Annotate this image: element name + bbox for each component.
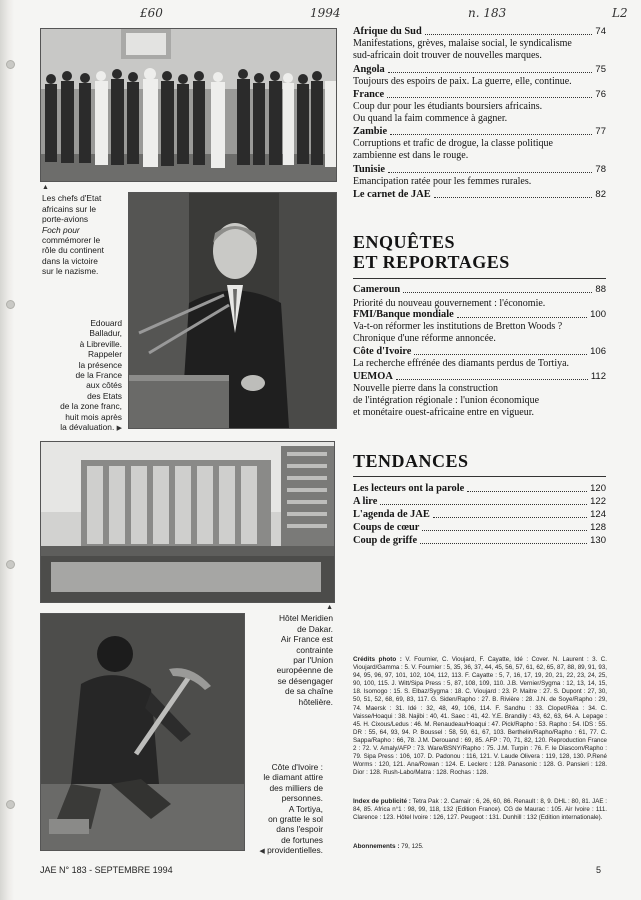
toc-page: 76 [595, 89, 606, 100]
caption-line: providentielles. [267, 845, 323, 856]
section-rule [353, 476, 606, 477]
caption-line: la présence [78, 359, 122, 370]
caption-line: de la zone franc, [60, 401, 122, 412]
caption-line: rôle du continent [42, 245, 104, 256]
caption-line: africains sur le [42, 203, 96, 214]
binding-ring [6, 60, 15, 69]
toc-desc: Toujours des espoirs de paix. La guerre, elle, continue. [353, 76, 572, 87]
toc-entry-carnet [353, 189, 606, 201]
toc-page: 82 [595, 189, 606, 200]
toc-title: Angola [353, 64, 385, 75]
caption-line: des Etats [87, 390, 122, 401]
caption-line: européenne de [276, 665, 333, 676]
toc-entry-lecteurs [353, 483, 606, 495]
caption-line: à Libreville. [79, 338, 122, 349]
toc-title: Coups de cœur [353, 522, 420, 533]
photo-credits [353, 656, 607, 777]
binding-ring [6, 560, 15, 569]
toc-title: Tunisie [353, 164, 385, 175]
toc-title: A lire [353, 496, 378, 507]
caption-line: contrainte [296, 644, 333, 655]
section-title-enquetes [353, 232, 510, 272]
caption-line: porte-avions [42, 214, 89, 225]
photo-balladur [128, 192, 337, 429]
toc-title: Côte d'Ivoire [353, 346, 412, 357]
toc-page: 122 [590, 496, 606, 507]
caption-pointer-icon: ▶ [116, 425, 122, 433]
caption-line: Air France est [280, 634, 333, 645]
section-title-tendances: TENDANCES [353, 451, 469, 471]
toc-entry-uemoa [353, 371, 606, 419]
binding-edge [0, 0, 14, 900]
caption-line: A Tortiya, [288, 803, 323, 814]
caption-line: personnes. [281, 793, 323, 804]
caption-balladur [40, 318, 122, 434]
caption-line: hôtelière. [298, 696, 333, 707]
toc-title: Cameroun [353, 284, 401, 295]
caption-line: Les chefs d'Etat [42, 193, 102, 204]
caption-line: Rappeler [88, 349, 122, 360]
toc-title: Le carnet de JAE [353, 189, 431, 200]
toc-entry-a-lire [353, 496, 606, 508]
caption-line: dans la victoire [42, 255, 98, 266]
toc-entry-cote-divoire [353, 346, 606, 370]
toc-page: 124 [590, 509, 606, 520]
page-number: 5 [596, 865, 602, 875]
toc-page: 75 [595, 64, 606, 75]
credits-label: Abonnements : [353, 843, 400, 850]
caption-pointer-icon: ▲ [42, 184, 49, 191]
caption-line: par l'Union [293, 655, 333, 666]
caption-line: des milliers de [269, 782, 323, 793]
toc-title: France [353, 89, 385, 100]
credits-label: Crédits photo : [353, 656, 402, 663]
caption-line: la dévaluation. [60, 422, 115, 433]
toc-entry-coups-de-coeur [353, 522, 606, 534]
toc-entry-agenda [353, 509, 606, 521]
caption-line: aux côtés [86, 380, 122, 391]
caption-heads-of-state [42, 183, 128, 277]
toc-title: L'agenda de JAE [353, 509, 430, 520]
caption-line: on gratte le sol [268, 814, 323, 825]
caption-line: Hôtel Meridien [279, 613, 333, 624]
section-title-line: ENQUÊTES [353, 232, 456, 252]
toc-desc: et monétaire ouest-africaine entre en vigueur. [353, 407, 535, 418]
toc-entry-zambie [353, 126, 606, 162]
toc-entry-angola [353, 64, 606, 88]
section-title-line: ET REPORTAGES [353, 252, 510, 272]
toc-entry-tunisie [353, 164, 606, 188]
credits-text: V. Fournier, C. Vioujard, F. Cayatte, Idé : Cover. N. Laurent : 3. C. Vioujard/Gamma : 5. V. Fournier : 5, 35, 36, 37, 44, 45, 56, 57, 61, 62, 65, 87, 88, 89, 91, 93, 94, 95, 96, 97, 101, 102, 104, 112, 113. F. Cayatte : 5, 7, 16, 17, 19, 20, 21, 22, 23, 24, 25, 90, 100, 115. J. Witt/Sipa Press : 5, 87, 108, 109, 110. J.B. Vernier/Sygma : 12, 13, 14, 15, 18. Isomogo : 15. S. Elbaz/Sygma : 18. C. Vioujard : 23. P. Maitre : 27. S. Dupont : 27, 30, 50, 51, 52, 68, 69, 83, 117. G. Siden/Rapho : 27. B. Rivière : 28. J.N. de Soye/Rapho : 29, 74. Maersk : 31. Idé : 32, 48, 49, 106, 114. F. Sandhu : 33. Clopet/Réa : 34. C. Vaisse/Hoaqui : 38. Najibi : 40, 41. Saec : 41, 42. Y.E. Brandily : 43, 62, 63, 64. A. Lepage : 45. H. Cixous/Ledus : 46. M. Renaudeau/Hoaqui : 47. Pick/Rapho : 53. Rapho : 54. IDS : 55. DR : 55, 64, 93, 94. P. Boussel : 58, 59, 61, 67, 103. Berthelin/Rapho/Rapho : 61, 77. C. Sappa/Rapho : 66, 78. J.M. Derouand : 69, 85. AFP : 70, 71, 82, 120. Reproduction France 2 : 72. V. Amaly/AFP : 73. Ware/BSNY/Rapho : 75. J.M. Turpin : 76. F. le Diascorn/Rapho : 79. Sipa Press : 106, 107. D. Padonou : 116, 121. V. Laude Olivera : 119, 128, 130. P.René Worms : 120, 121. Ana/Rowan : 124. E. Leclerc : 128. Panasonic : 128. G. Pansieri : 128. Dior : 128. Rush-Labo/Matra : 128. Rochas : 128. [353, 656, 607, 777]
toc-desc: zambienne est dans le rouge. [353, 150, 469, 161]
handwritten-mark: L2 [612, 6, 628, 20]
credits-text: 79, 125. [401, 843, 424, 850]
toc-page: 120 [590, 483, 606, 494]
caption-hotel-meridien [240, 603, 333, 707]
toc-title: UEMOA [353, 371, 393, 382]
toc-desc: Manifestations, grèves, malaise social, le syndicalisme [353, 38, 572, 49]
credits-label: Index de publicité : [353, 798, 411, 805]
toc-desc: Emancipation ratée pour les femmes rurales. [353, 176, 532, 187]
caption-line: commémorer le [42, 235, 101, 246]
toc-desc: Corruptions et trafic de drogue, la classe politique [353, 138, 553, 149]
toc-page: 100 [590, 309, 606, 320]
caption-line: de sa chaîne [285, 686, 333, 697]
toc-page: 106 [590, 346, 606, 357]
toc-desc: Ou quand la faim commence à gagner. [353, 113, 508, 124]
toc-page: 74 [595, 26, 606, 37]
ad-index [353, 798, 607, 822]
toc-desc: Nouvelle pierre dans la construction [353, 383, 498, 394]
toc-title: Les lecteurs ont la parole [353, 483, 465, 494]
toc-page: 88 [595, 284, 606, 295]
caption-line: Balladur, [89, 328, 122, 339]
credits-text: Tetra Pak : 2. Camair : 6, 26, 60, 86. Renault : 8, 9. DHL : 80, 81. JAE : 84, 85. Africa n°1 : 98, 99, 118, 132 (Edition France). CG de Maurac : 105. Air Ivoire : 111. Clarence : 123. Hôtel Ivoire : 126, 127. Peugeot : 131. Dunhill : 132 (Edition internationale). [353, 798, 607, 822]
toc-entry-coup-de-griffe [353, 535, 606, 547]
toc-title: FMI/Banque mondiale [353, 309, 454, 320]
toc-desc: Priorité du nouveau gouvernement : l'économie. [353, 298, 546, 309]
toc-desc: Chronique d'une réforme annoncée. [353, 333, 496, 344]
section-rule [353, 278, 606, 279]
toc-entry-france [353, 89, 606, 125]
handwritten-issue: n. 183 [468, 6, 507, 20]
toc-desc: La recherche effrénée des diamants perdus de Tortiya. [353, 358, 570, 369]
caption-line: Foch pour [42, 224, 80, 235]
caption-line: de la France [75, 370, 122, 381]
caption-line: huit mois après [65, 411, 122, 422]
caption-line: Côte d'Ivoire : [271, 762, 323, 772]
toc-page: 78 [595, 164, 606, 175]
toc-title: Afrique du Sud [353, 26, 422, 37]
caption-line: de fortunes [281, 834, 323, 845]
toc-desc: Va-t-on réformer les institutions de Bretton Woods ? [353, 321, 563, 332]
caption-line: se désengager [277, 675, 333, 686]
binding-ring [6, 300, 15, 309]
toc-entry-fmi [353, 309, 606, 345]
toc-page: 77 [595, 126, 606, 137]
photo-hotel-meridien [40, 441, 335, 603]
caption-line: le diamant attire [263, 772, 323, 783]
toc-page: 112 [590, 371, 606, 382]
caption-line: dans l'espoir [276, 824, 323, 835]
toc-page: 128 [590, 522, 606, 533]
toc-desc: Coup dur pour les étudiants boursiers africains. [353, 101, 543, 112]
toc-desc: de l'intégration régionale : l'union économique [353, 395, 540, 406]
caption-line: Edouard [90, 318, 122, 328]
binding-ring [6, 800, 15, 809]
toc-desc: sud-africain doit trouver de nouvelles marques. [353, 50, 542, 61]
caption-pointer-icon: ▲ [326, 604, 333, 611]
toc-title: Zambie [353, 126, 388, 137]
footer-issue: JAE N° 183 - SEPTEMBRE 1994 [40, 865, 173, 875]
handwritten-year: 1994 [310, 6, 341, 20]
toc-title: Coup de griffe [353, 535, 418, 546]
subscriptions [353, 843, 607, 851]
handwritten-code: £60 [140, 6, 163, 20]
toc-entry-cameroun [353, 284, 606, 310]
photo-diamond-miner [40, 613, 245, 851]
caption-line: sur le nazisme. [42, 266, 99, 277]
toc-page: 130 [590, 535, 606, 546]
photo-heads-of-state [40, 28, 337, 182]
toc-entry-afrique-du-sud [353, 26, 606, 62]
caption-pointer-icon: ◀ [259, 848, 265, 856]
caption-line: de Dakar. [297, 623, 333, 634]
caption-diamond-miner [245, 762, 323, 858]
